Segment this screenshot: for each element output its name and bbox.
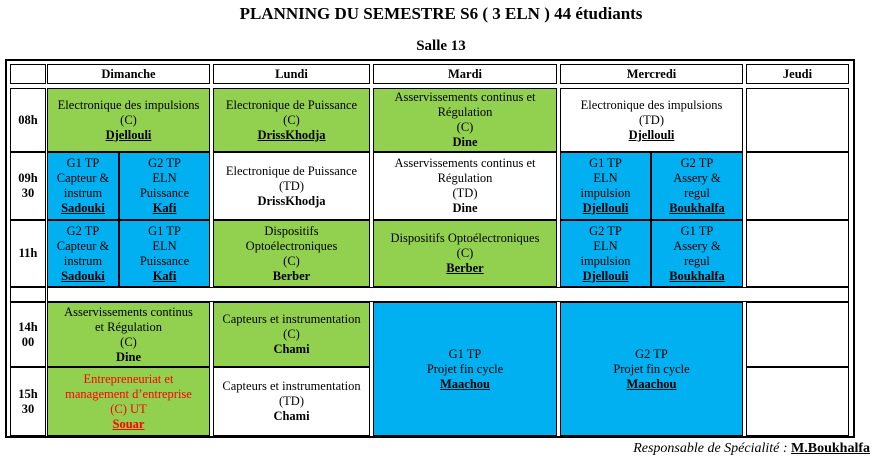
slot-mercredi-09h30-g1 [560, 152, 651, 220]
day-header-lundi: Lundi [213, 64, 370, 84]
footer-label: Responsable de Spécialité : [633, 441, 788, 456]
course-type: (TD) [639, 112, 664, 127]
teacher-name: Souar [112, 416, 145, 431]
slot-dimanche-15h30 [47, 367, 210, 436]
group-label: G1 TP [680, 223, 714, 238]
course-title: management d’entreprise [65, 386, 192, 401]
time-slot-11h: 11h [10, 220, 46, 287]
group-label: G2 TP [680, 156, 714, 170]
slot-dimanche-08h [47, 88, 210, 152]
slot-mercredi-14h00 [560, 302, 743, 436]
slot-lundi-08h [213, 88, 370, 152]
course-title: Dispositifs Optoélectroniques [390, 231, 540, 245]
slot-lundi-14h00 [213, 302, 370, 367]
course-title: ELN [593, 238, 618, 253]
slot-dimanche-11h-g1 [119, 220, 210, 287]
course-type: (C) [283, 327, 300, 341]
footer-responsable [633, 441, 870, 457]
course-title: ELN [593, 171, 618, 185]
teacher-name: Djellouli [105, 127, 152, 142]
teacher-name: Djellouli [628, 127, 675, 142]
course-title: Régulation [437, 171, 493, 185]
slot-dimanche-11h-g2 [47, 220, 119, 287]
course-title: Assery & [673, 238, 721, 253]
day-header-mercredi: Mercredi [560, 64, 743, 84]
course-type: (C) [456, 246, 474, 260]
course-title: Entrepreneuriat et [83, 371, 174, 386]
course-type: (C) [283, 253, 300, 268]
teacher-name: Chami [273, 342, 310, 356]
course-title: Assery & [673, 171, 721, 185]
teacher-name: Sadouki [61, 268, 105, 283]
footer-name: M.Boukhalfa [791, 441, 870, 456]
group-label: G2 TP [635, 346, 668, 361]
course-type: (C) [456, 120, 474, 134]
teacher-name: Boukhalfa [669, 201, 725, 215]
slot-mardi-11h [373, 220, 557, 287]
course-type: (C) [283, 112, 300, 127]
course-title: Asservissements continus et [394, 90, 536, 104]
slot-mardi-14h00 [373, 302, 557, 436]
course-title: Régulation [437, 105, 493, 119]
group-label: G2 TP [66, 223, 100, 238]
course-title: ELN [152, 171, 177, 185]
teacher-name: Kafi [152, 268, 177, 283]
slot-jeudi-08h [746, 88, 849, 152]
day-header-mardi: Mardi [373, 64, 557, 84]
course-title: instrum [63, 186, 103, 200]
course-title: instrum [63, 253, 103, 268]
slot-jeudi-14h00 [746, 302, 849, 367]
teacher-name: Boukhalfa [669, 268, 725, 283]
slot-mardi-09h30 [373, 152, 557, 220]
time-slot-15h30: 15h 30 [10, 367, 46, 436]
course-title: Puissance [139, 253, 190, 268]
course-title: Projet fin cycle [613, 361, 690, 376]
course-title: Asservissements continus [64, 304, 193, 319]
course-type: (C) [120, 112, 137, 127]
teacher-name: Djellouli [582, 268, 629, 283]
course-title: Electronique des impulsions [580, 97, 723, 112]
course-title: regul [684, 186, 710, 200]
course-title: Projet fin cycle [426, 361, 504, 376]
course-type: (TD) [452, 186, 478, 200]
course-title: Electronique de Puissance [225, 97, 358, 112]
course-title: impulsion [580, 186, 631, 200]
room-label: Salle 13 [416, 38, 466, 54]
course-title: Capteur & [56, 238, 110, 253]
slot-jeudi-11h [746, 220, 849, 287]
teacher-name: Sadouki [61, 201, 105, 215]
day-header-jeudi: Jeudi [746, 64, 849, 84]
course-title: Electronique de Puissance [225, 163, 358, 178]
break-row [47, 287, 849, 302]
teacher-name: Kafi [152, 201, 177, 215]
time-slot-14h00: 14h 00 [10, 302, 46, 367]
teacher-name: DrissKhodja [257, 193, 326, 208]
teacher-name: Berber [446, 261, 484, 275]
time-slot-09h30: 09h 30 [10, 152, 46, 220]
course-title: et Régulation [95, 319, 162, 334]
course-title: impulsion [580, 253, 631, 268]
course-type: (C) [120, 334, 137, 349]
slot-jeudi-09h30 [746, 152, 849, 220]
slot-lundi-11h [213, 220, 370, 287]
course-title: ELN [152, 238, 177, 253]
course-title: Puissance [139, 186, 190, 200]
break-time-cell [10, 287, 46, 302]
slot-lundi-09h30 [213, 152, 370, 220]
slot-mercredi-08h [560, 88, 743, 152]
slot-mercredi-11h-g1 [651, 220, 743, 287]
page-title: PLANNING DU SEMESTRE S6 ( 3 ELN ) 44 étudiants [239, 4, 643, 23]
course-title: Asservissements continus et [394, 156, 536, 170]
time-slot-08h: 08h [10, 88, 46, 152]
course-title: Dispositifs [264, 223, 319, 238]
course-type: (TD) [279, 394, 304, 408]
slot-dimanche-14h00 [47, 302, 210, 367]
group-label: G1 TP [148, 223, 181, 238]
slot-jeudi-15h30 [746, 367, 849, 436]
course-type: (C) UT [110, 401, 147, 416]
course-type: (TD) [279, 178, 304, 193]
slot-mercredi-11h-g2 [560, 220, 651, 287]
group-label: G2 TP [589, 223, 622, 238]
group-label: G1 TP [589, 156, 622, 170]
teacher-name: Dine [116, 349, 141, 364]
slot-mercredi-09h30-g2 [651, 152, 743, 220]
course-title: Capteurs et instrumentation [222, 312, 361, 326]
course-title: Capteurs et instrumentation [222, 379, 361, 393]
teacher-name: DrissKhodja [257, 127, 326, 142]
group-label: G2 TP [148, 156, 181, 170]
course-title: Capteur & [56, 171, 110, 185]
teacher-name: Maachou [626, 376, 677, 391]
group-label: G1 TP [448, 346, 482, 361]
teacher-name: Dine [452, 201, 478, 215]
teacher-name: Djellouli [582, 201, 629, 215]
slot-dimanche-09h30-g2 [119, 152, 210, 220]
teacher-name: Maachou [440, 376, 490, 391]
teacher-name: Berber [272, 268, 311, 283]
slot-dimanche-09h30-g1 [47, 152, 119, 220]
group-label: G1 TP [66, 156, 100, 170]
course-title: regul [684, 253, 710, 268]
corner-cell [10, 64, 46, 84]
teacher-name: Dine [452, 135, 478, 149]
day-header-dimanche: Dimanche [47, 64, 210, 84]
teacher-name: Chami [273, 409, 310, 423]
slot-mardi-08h [373, 88, 557, 152]
slot-lundi-15h30 [213, 367, 370, 436]
course-title: Optoélectroniques [245, 238, 338, 253]
course-title: Electronique des impulsions [57, 97, 200, 112]
